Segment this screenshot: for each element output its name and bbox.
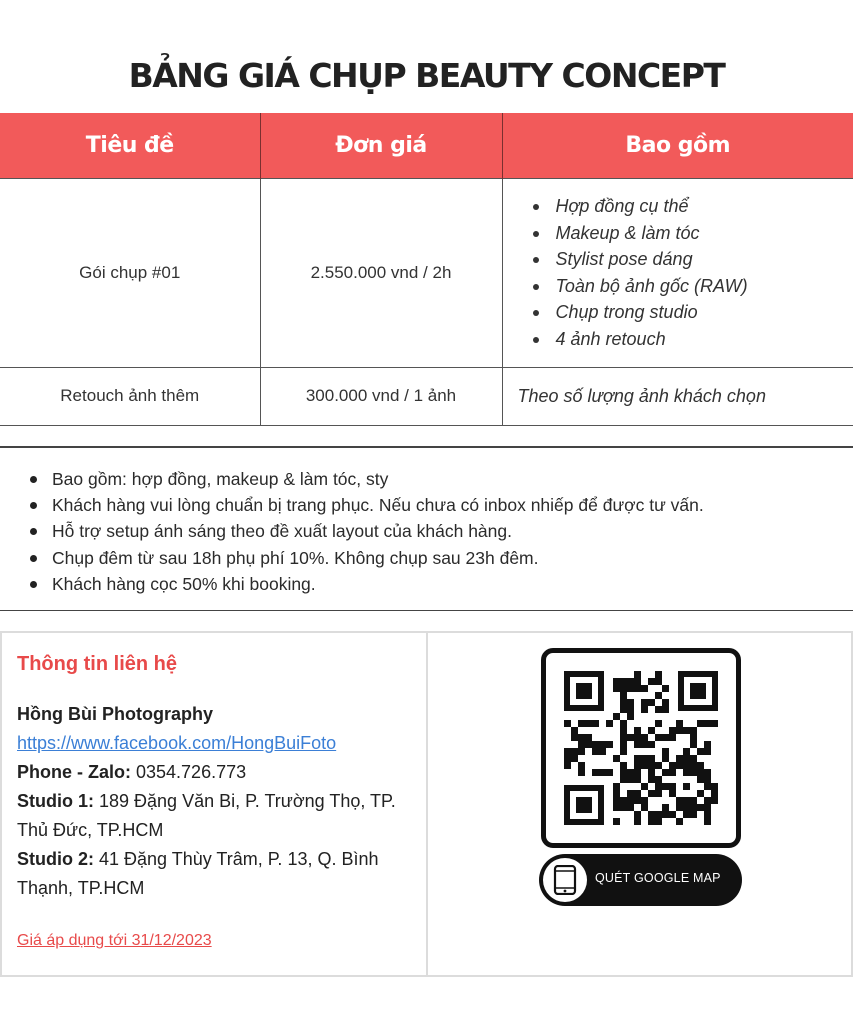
table-row	[0, 178, 853, 367]
studio1-address: 189 Đặng Văn Bi, P. Trường Thọ, TP. Thủ Đức, TP.HCM	[17, 791, 396, 840]
qr-code-icon	[564, 671, 718, 825]
header-price: Đơn giá	[260, 113, 502, 178]
scan-google-map-button[interactable]	[539, 854, 742, 906]
list-item: Stylist pose dáng	[531, 246, 853, 273]
list-item: Toàn bộ ảnh gốc (RAW)	[531, 273, 853, 300]
qr-code[interactable]	[541, 648, 741, 848]
list-item: Makeup & làm tóc	[531, 220, 853, 247]
studio2-address: 41 Đặng Thùy Trâm, P. 13, Q. Bình Thạnh, TP.HCM	[17, 849, 379, 898]
list-item: Hỗ trợ setup ánh sáng theo đề xuất layout của khách hàng.	[28, 518, 853, 544]
table-row	[0, 367, 853, 425]
package-includes	[502, 178, 853, 367]
list-item: Bao gồm: hợp đồng, makeup & làm tóc, sty	[28, 466, 853, 492]
page-title: BẢNG GIÁ CHỤP BEAUTY CONCEPT	[128, 56, 725, 95]
retouch-name: Retouch ảnh thêm	[0, 367, 260, 425]
list-item: Chụp đêm từ sau 18h phụ phí 10%. Không chụp sau 23h đêm.	[28, 545, 853, 571]
studio-name: Hồng Bùi Photography	[17, 704, 213, 724]
studio1-label: Studio 1:	[17, 791, 94, 811]
retouch-note-cell	[502, 367, 853, 425]
phone-number: 0354.726.773	[131, 762, 247, 782]
price-table	[0, 113, 853, 426]
phone-label: Phone - Zalo:	[17, 762, 131, 782]
notes-list	[0, 466, 853, 597]
smartphone-icon	[553, 865, 577, 895]
qr-panel	[426, 631, 853, 977]
facebook-link[interactable]: https://www.facebook.com/HongBuiFoto	[17, 733, 337, 753]
list-item: Hợp đồng cụ thể	[531, 193, 853, 220]
includes-list	[503, 193, 853, 352]
studio2-label: Studio 2:	[17, 849, 94, 869]
list-item: Chụp trong studio	[531, 299, 853, 326]
list-item: Khách hàng vui lòng chuẩn bị trang phục. Nếu chưa có inbox nhiếp để được tư vấn.	[28, 492, 853, 518]
package-name: Gói chụp #01	[0, 178, 260, 367]
validity-link[interactable]: Giá áp dụng tới 31/12/2023	[17, 932, 212, 949]
list-item: Khách hàng cọc 50% khi booking.	[28, 571, 853, 597]
list-item: 4 ảnh retouch	[531, 326, 853, 353]
package-price: 2.550.000 vnd / 2h	[260, 178, 502, 367]
scan-google-map-label: QUÉT GOOGLE MAP	[595, 871, 721, 885]
header-title: Tiêu đề	[0, 113, 260, 178]
contact-panel	[0, 631, 428, 977]
header-includes: Bao gồm	[502, 113, 853, 178]
retouch-note: Theo số lượng ảnh khách chọn	[517, 385, 766, 406]
table-header-row	[0, 113, 853, 178]
phone-circle	[543, 858, 587, 902]
contact-heading: Thông tin liên hệ	[17, 653, 177, 675]
retouch-price: 300.000 vnd / 1 ảnh	[260, 367, 502, 425]
contact-details	[17, 700, 417, 903]
notes-section	[0, 446, 853, 611]
